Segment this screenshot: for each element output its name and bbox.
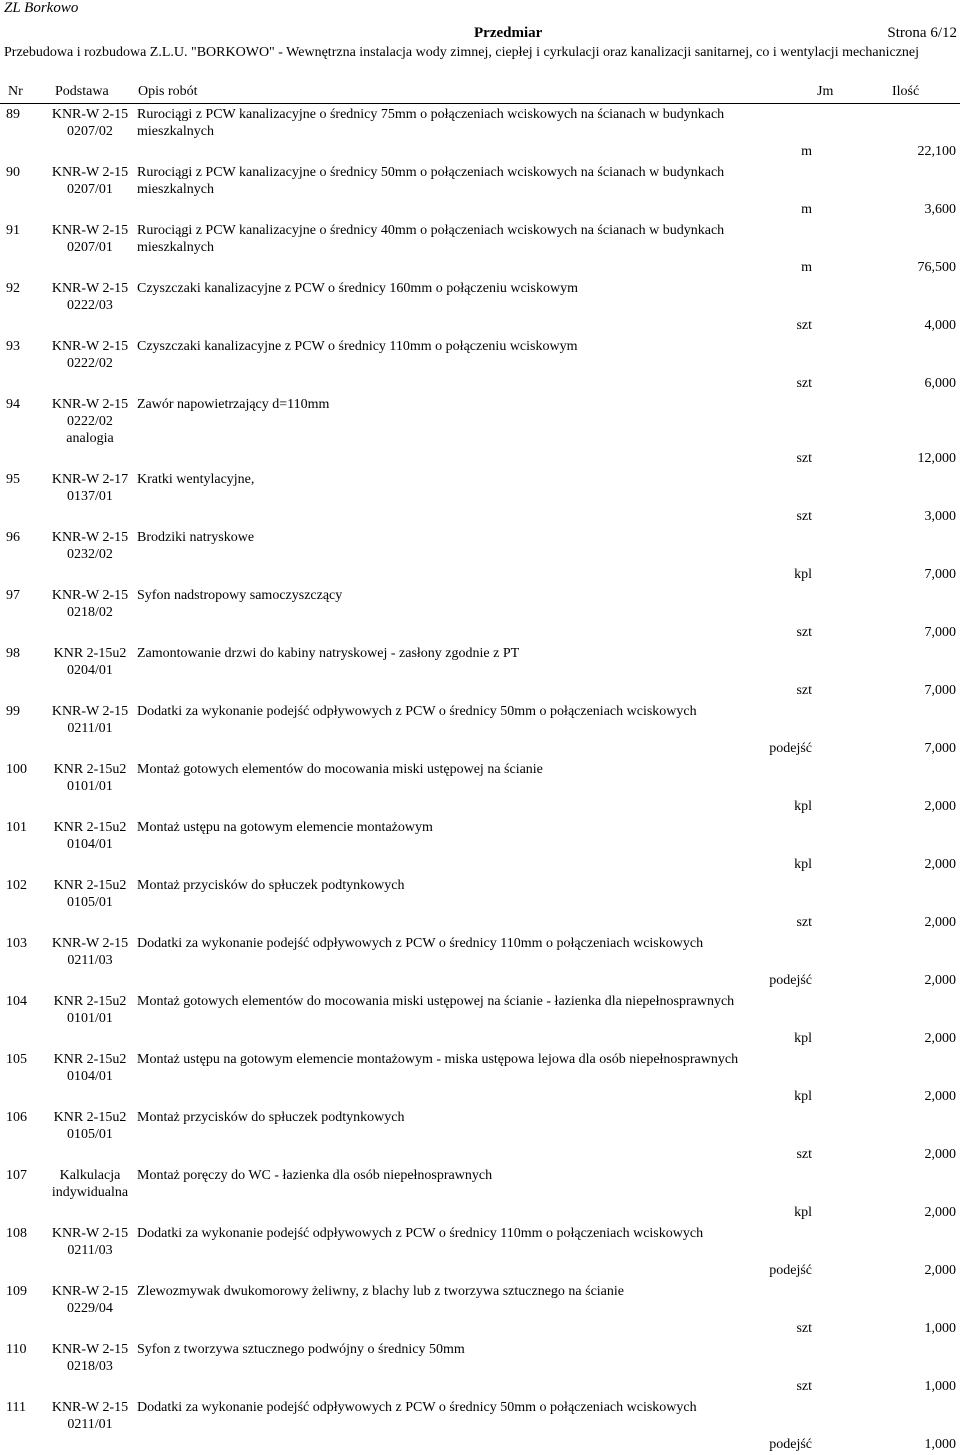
row-description: Rurociągi z PCW kanalizacyjne o średnicy 75mm o połączeniach wciskowych na ścianach w budynkach mieszkalnych <box>137 107 725 139</box>
row-quantity: 2,000 <box>924 1205 956 1220</box>
page-number: Strona 6/12 <box>887 25 957 41</box>
row-quantity: 12,000 <box>917 451 956 466</box>
row-quantity: 1,000 <box>924 1379 956 1394</box>
table-row <box>0 394 960 469</box>
row-quantity: 76,500 <box>917 260 956 275</box>
row-number: 93 <box>6 339 20 354</box>
row-unit: m <box>801 260 812 275</box>
row-number: 94 <box>6 397 20 412</box>
row-unit: szt <box>796 683 812 698</box>
row-description: Montaż przycisków do spłuczek podtynkowych <box>137 878 405 893</box>
row-description: Czyszczaki kanalizacyjne z PCW o średnicy 110mm o połączeniu wciskowym <box>137 339 578 354</box>
row-quantity: 22,100 <box>917 144 956 159</box>
row-unit: kpl <box>794 567 812 582</box>
row-description: Rurociągi z PCW kanalizacyjne o średnicy 40mm o połączeniach wciskowych na ścianach w budynkach mieszkalnych <box>137 223 725 255</box>
row-description: Czyszczaki kanalizacyjne z PCW o średnicy 160mm o połączeniu wciskowym <box>137 281 578 296</box>
row-podstawa: KNR-W 2-15 0229/04 <box>51 1284 129 1316</box>
row-unit: podejść <box>769 1437 812 1452</box>
row-unit: szt <box>796 915 812 930</box>
row-number: 101 <box>6 820 27 835</box>
row-podstawa: KNR 2-15u2 0105/01 <box>53 1110 127 1142</box>
row-description: Dodatki za wykonanie podejść odpływowych z PCW o średnicy 50mm o połączeniach wciskowych <box>137 704 697 719</box>
row-podstawa: KNR-W 2-15 0222/03 <box>51 281 129 313</box>
row-quantity: 3,000 <box>924 509 956 524</box>
table-row <box>0 817 960 875</box>
row-description: Dodatki za wykonanie podejść odpływowych z PCW o średnicy 110mm o połączeniach wciskowych <box>137 1226 704 1241</box>
row-quantity: 7,000 <box>924 741 956 756</box>
row-podstawa: KNR-W 2-15 0211/03 <box>51 936 129 968</box>
row-number: 104 <box>6 994 27 1009</box>
row-unit: m <box>801 202 812 217</box>
row-unit: szt <box>796 318 812 333</box>
table-row <box>0 278 960 336</box>
table-row <box>0 469 960 527</box>
table-row <box>0 1223 960 1281</box>
row-podstawa: KNR 2-15u2 0204/01 <box>53 646 127 678</box>
table-header <box>0 83 960 104</box>
row-podstawa: KNR-W 2-15 0211/01 <box>51 1400 129 1432</box>
row-quantity: 7,000 <box>924 683 956 698</box>
row-number: 111 <box>6 1400 26 1415</box>
row-number: 89 <box>6 107 20 122</box>
row-unit: kpl <box>794 1031 812 1046</box>
row-number: 96 <box>6 530 20 545</box>
row-unit: szt <box>796 1321 812 1336</box>
row-unit: szt <box>796 1379 812 1394</box>
table-row <box>0 1049 960 1107</box>
row-unit: szt <box>796 1147 812 1162</box>
row-unit: szt <box>796 376 812 391</box>
document-title: Przedmiar <box>474 25 543 41</box>
column-header-opis: Opis robót <box>138 84 198 99</box>
row-number: 92 <box>6 281 20 296</box>
row-number: 100 <box>6 762 27 777</box>
row-quantity: 6,000 <box>924 376 956 391</box>
table-row <box>0 162 960 220</box>
row-description: Dodatki za wykonanie podejść odpływowych z PCW o średnicy 50mm o połączeniach wciskowych <box>137 1400 697 1415</box>
row-number: 90 <box>6 165 20 180</box>
column-header-nr: Nr <box>8 84 23 99</box>
row-description: Montaż ustępu na gotowym elemencie montażowym <box>137 820 433 835</box>
table-row <box>0 701 960 759</box>
table-row <box>0 1339 960 1397</box>
row-number: 105 <box>6 1052 27 1067</box>
row-number: 95 <box>6 472 20 487</box>
row-unit: podejść <box>769 1263 812 1278</box>
row-podstawa: KNR-W 2-15 0207/02 <box>51 107 129 139</box>
company-name: ZL Borkowo <box>4 0 79 16</box>
row-quantity: 2,000 <box>924 857 956 872</box>
row-podstawa: KNR-W 2-15 0218/02 <box>51 588 129 620</box>
row-number: 97 <box>6 588 20 603</box>
row-description: Montaż gotowych elementów do mocowania miski ustępowej na ścianie - łazienka dla niepełnosprawnych <box>137 994 735 1009</box>
row-podstawa: KNR-W 2-15 0207/01 <box>51 223 129 255</box>
table-row <box>0 1281 960 1339</box>
row-podstawa: KNR 2-15u2 0101/01 <box>53 762 127 794</box>
row-description: Kratki wentylacyjne, <box>137 472 255 487</box>
row-description: Montaż poręczy do WC - łazienka dla osób niepełnosprawnych <box>137 1168 493 1183</box>
row-podstawa: KNR-W 2-15 0232/02 <box>51 530 129 562</box>
table-row <box>0 1107 960 1165</box>
table-row <box>0 875 960 933</box>
row-description: Montaż ustępu na gotowym elemencie montażowym - miska ustępowa lejowa dla osób niepełnosprawnych <box>137 1052 739 1067</box>
table-row <box>0 991 960 1049</box>
row-description: Zamontowanie drzwi do kabiny natryskowej - zasłony zgodnie z PT <box>137 646 520 661</box>
row-quantity: 3,600 <box>924 202 956 217</box>
row-quantity: 7,000 <box>924 567 956 582</box>
row-podstawa: KNR 2-15u2 0105/01 <box>53 878 127 910</box>
row-podstawa: KNR-W 2-15 0218/03 <box>51 1342 129 1374</box>
row-unit: kpl <box>794 857 812 872</box>
row-description: Syfon nadstropowy samoczyszczący <box>137 588 343 603</box>
table-row <box>0 1165 960 1223</box>
row-number: 102 <box>6 878 27 893</box>
row-number: 99 <box>6 704 20 719</box>
row-quantity: 1,000 <box>924 1321 956 1336</box>
row-podstawa: KNR-W 2-15 0211/01 <box>51 704 129 736</box>
row-unit: kpl <box>794 1205 812 1220</box>
row-description: Rurociągi z PCW kanalizacyjne o średnicy 50mm o połączeniach wciskowych na ścianach w budynkach mieszkalnych <box>137 165 725 197</box>
row-podstawa: KNR 2-15u2 0101/01 <box>53 994 127 1026</box>
row-podstawa: KNR-W 2-15 0207/01 <box>51 165 129 197</box>
row-quantity: 2,000 <box>924 1263 956 1278</box>
row-description: Zlewozmywak dwukomorowy żeliwny, z blachy lub z tworzywa sztucznego na ścianie <box>137 1284 624 1299</box>
row-unit: podejść <box>769 973 812 988</box>
row-quantity: 2,000 <box>924 973 956 988</box>
row-podstawa: KNR 2-15u2 0104/01 <box>53 820 127 852</box>
row-number: 110 <box>6 1342 27 1357</box>
table-row <box>0 643 960 701</box>
row-description: Brodziki natryskowe <box>137 530 255 545</box>
column-header-jm: Jm <box>817 84 834 99</box>
row-unit: kpl <box>794 799 812 814</box>
project-title: Przebudowa i rozbudowa Z.L.U. "BORKOWO" - Wewnętrzna instalacja wody zimnej, ciepłej i cyrkulacji oraz kanalizacji sanitarnej, co i wentylacji mechanicznej <box>4 45 920 60</box>
row-podstawa: KNR-W 2-15 0211/03 <box>51 1226 129 1258</box>
row-quantity: 7,000 <box>924 625 956 640</box>
row-description: Montaż przycisków do spłuczek podtynkowych <box>137 1110 405 1125</box>
column-header-ilosc: Ilość <box>892 84 920 99</box>
column-header-podstawa: Podstawa <box>55 84 109 99</box>
row-unit: szt <box>796 509 812 524</box>
row-unit: kpl <box>794 1089 812 1104</box>
table-row <box>0 527 960 585</box>
row-description: Zawór napowietrzający d=110mm <box>137 397 330 412</box>
row-quantity: 2,000 <box>924 1089 956 1104</box>
row-number: 103 <box>6 936 27 951</box>
row-description: Syfon z tworzywa sztucznego podwójny o średnicy 50mm <box>137 1342 465 1357</box>
row-quantity: 4,000 <box>924 318 956 333</box>
row-unit: szt <box>796 451 812 466</box>
row-podstawa: KNR-W 2-15 0222/02 <box>51 339 129 371</box>
row-unit: szt <box>796 625 812 640</box>
row-number: 108 <box>6 1226 27 1241</box>
row-podstawa: KNR-W 2-17 0137/01 <box>51 472 129 504</box>
table-row <box>0 759 960 817</box>
row-number: 91 <box>6 223 20 238</box>
row-quantity: 2,000 <box>924 1031 956 1046</box>
table-row <box>0 220 960 278</box>
row-podstawa: KNR-W 2-15 0222/02 analogia <box>51 397 129 446</box>
row-number: 106 <box>6 1110 27 1125</box>
row-number: 98 <box>6 646 20 661</box>
table-row <box>0 585 960 643</box>
row-description: Montaż gotowych elementów do mocowania miski ustępowej na ścianie <box>137 762 543 777</box>
row-podstawa: Kalkulacja indywidualna <box>51 1168 129 1200</box>
table-row <box>0 104 960 162</box>
row-number: 107 <box>6 1168 27 1183</box>
row-podstawa: KNR 2-15u2 0104/01 <box>53 1052 127 1084</box>
row-quantity: 2,000 <box>924 1147 956 1162</box>
row-quantity: 2,000 <box>924 799 956 814</box>
row-number: 109 <box>6 1284 27 1299</box>
table-row <box>0 1397 960 1455</box>
row-unit: podejść <box>769 741 812 756</box>
row-quantity: 1,000 <box>924 1437 956 1452</box>
row-quantity: 2,000 <box>924 915 956 930</box>
table-row <box>0 933 960 991</box>
table-row <box>0 336 960 394</box>
row-unit: m <box>801 144 812 159</box>
row-description: Dodatki za wykonanie podejść odpływowych z PCW o średnicy 110mm o połączeniach wciskowych <box>137 936 704 951</box>
